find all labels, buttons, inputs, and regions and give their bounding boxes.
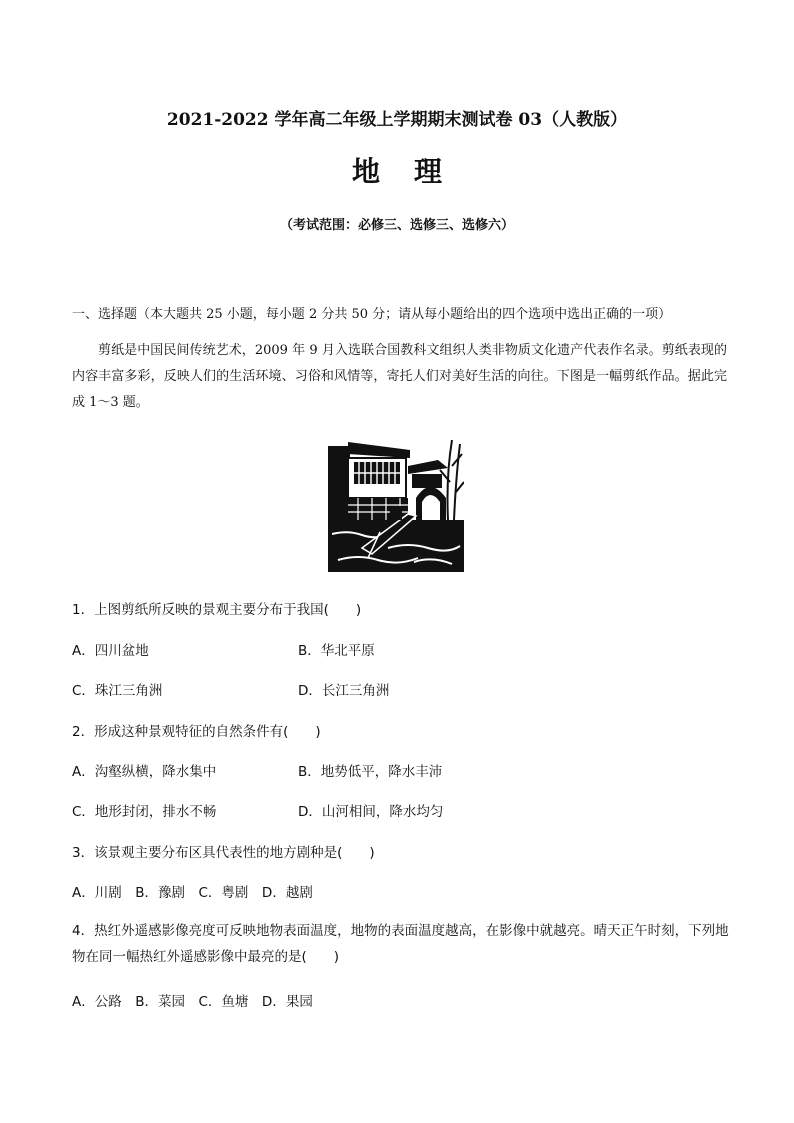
- papercut-illustration: [328, 436, 464, 572]
- question-2-option-b[interactable]: B．地势低平，降水丰沛: [298, 764, 443, 780]
- exam-title: 2021-2022 学年高二年级上学期期末测试卷 03（人教版）: [166, 110, 628, 130]
- question-2-option-d[interactable]: D．山河相间，降水均匀: [298, 804, 444, 820]
- question-3-stem: 3．该景观主要分布区具代表性的地方剧种是( ): [72, 845, 375, 861]
- question-2-option-a[interactable]: A．沟壑纵横，降水集中: [72, 764, 217, 780]
- question-2-option-c[interactable]: C．地形封闭，排水不畅: [72, 804, 217, 820]
- question-3-options[interactable]: A．川剧 B．豫剧 C．粤剧 D．越剧: [72, 885, 313, 901]
- question-4-stem: 4．热红外遥感影像亮度可反映地物表面温度，地物的表面温度越高，在影像中就越亮。晴天正午时刻，下列地物在同一幅热红外遥感影像中最亮的是( ): [72, 923, 729, 965]
- question-1-option-a[interactable]: A．四川盆地: [72, 643, 149, 659]
- question-2-stem: 2．形成这种景观特征的自然条件有( ): [72, 724, 321, 740]
- question-4-options[interactable]: A．公路 B．菜园 C．鱼塘 D．果园: [72, 994, 313, 1010]
- question-1-stem: 1．上图剪纸所反映的景观主要分布于我国( ): [72, 602, 362, 618]
- question-1-option-b[interactable]: B．华北平原: [298, 643, 375, 659]
- exam-scope: （考试范围：必修三、选修三、选修六）: [279, 218, 514, 233]
- subject-title: 地理: [351, 155, 476, 188]
- reading-passage: 剪纸是中国民间传统艺术，2009 年 9 月入选联合国教科文组织人类非物质文化遗产代表作名录。剪纸表现的内容丰富多彩，反映人们的生活环境、习俗和风情等，寄托人们对美好生活的向往。下图是一幅剪纸作品。据此完成 1～3 题。: [72, 343, 727, 410]
- question-1-option-d[interactable]: D．长江三角洲: [298, 683, 390, 699]
- question-1-option-c[interactable]: C．珠江三角洲: [72, 683, 163, 699]
- section-heading: 一、选择题（本大题共 25 小题，每小题 2 分共 50 分；请从每小题给出的四个选项中选出正确的一项）: [72, 307, 672, 322]
